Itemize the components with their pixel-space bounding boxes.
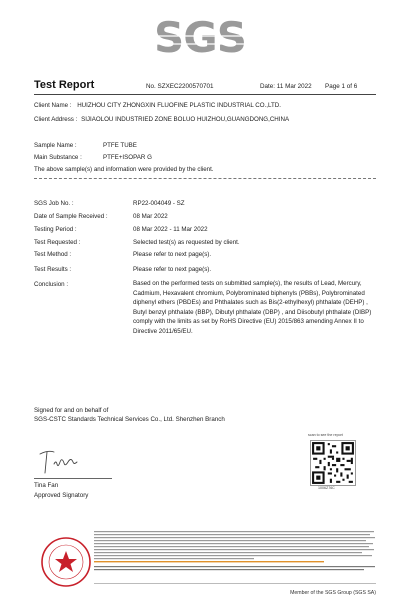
sgs-logo — [146, 14, 254, 58]
sgs-member-note: Member of the SGS Group (SGS SA) — [290, 590, 376, 596]
main-substance: PTFE+ISOPAR G — [103, 154, 152, 161]
date-received: 08 Mar 2022 — [133, 213, 168, 220]
signatory-role: Approved Signatory — [34, 492, 89, 499]
conclusion-label: Conclusion : — [34, 281, 69, 288]
header-rule — [34, 94, 376, 95]
client-name-row — [34, 102, 281, 109]
footer-fine-print — [94, 530, 376, 580]
date-received-label: Date of Sample Received : — [34, 213, 108, 220]
testing-period-label: Testing Period : — [34, 226, 77, 233]
client-address-row — [34, 116, 289, 123]
sample-name-label: Sample Name : — [34, 142, 77, 149]
qr-code[interactable] — [310, 440, 356, 486]
main-substance-label: Main Substance : — [34, 154, 82, 161]
sample-name: PTFE TUBE — [103, 142, 137, 149]
client-address: SIJIAOLOU INDUSTRIED ZONE BOLUO HUIZHOU,GUANGDONG,CHINA — [81, 116, 290, 123]
footer-rule — [94, 583, 376, 584]
signature-line — [34, 478, 112, 479]
handwritten-signature — [36, 446, 96, 476]
svg-text:SGS: SGS — [154, 14, 246, 58]
report-title: Test Report — [34, 79, 95, 91]
report-date: Date: 11 Mar 2022 — [260, 83, 312, 90]
section-divider — [34, 178, 376, 179]
test-results-label: Test Results : — [34, 266, 72, 273]
test-requested-label: Test Requested : — [34, 239, 81, 246]
signed-for-line: Signed for and on behalf of — [34, 407, 109, 414]
client-name: HUIZHOU CITY ZHONGXIN FLUOFINE PLASTIC INDUSTRIAL CO.,LTD. — [77, 102, 281, 109]
job-number-label: SGS Job No. : — [34, 200, 74, 207]
signatory-name: Tina Fan — [34, 482, 59, 489]
test-method-label: Test Method : — [34, 251, 72, 258]
conclusion-text: Based on the performed tests on submitted sample(s), the results of Lead, Mercury, Cadmium, Hexavalent chromium, Polybrominated biphenyls (PBBs), Polybrominated diphenyl ethers (PBDEs) and Phthalates such as Bis(2-ethylhexyl) phthalate (DEHP) , Butyl benzyl phthalate (BBP), Dibutyl phthalate (DBP) , and Diisobutyl phthalate (DIBP) comply with the limits as set by RoHS Directive (EU) 2015/863 amending Annex II to Directive 2011/65/EU. — [133, 280, 372, 335]
client-address-label: Client Address : — [34, 116, 78, 123]
qr-caption-top: scan to see the report — [308, 433, 343, 437]
company-stamp-seal — [40, 536, 92, 588]
signing-entity: SGS-CSTC Standards Technical Services Co., Ltd. Shenzhen Branch — [34, 416, 225, 423]
report-number: No. SZXEC2200570701 — [146, 83, 214, 90]
client-name-label: Client Name : — [34, 102, 72, 109]
test-method: Please refer to next page(s). — [133, 251, 212, 258]
page-indicator: Page 1 of 6 — [325, 83, 358, 90]
test-results: Please refer to next page(s). — [133, 266, 212, 273]
testing-period: 08 Mar 2022 - 11 Mar 2022 — [133, 226, 208, 233]
job-number: RP22-004049 - SZ — [133, 200, 185, 207]
test-requested: Selected test(s) as requested by client. — [133, 239, 240, 246]
sample-note: The above sample(s) and information were provided by the client. — [34, 166, 214, 173]
qr-caption-bottom: 1006Z76C — [318, 486, 335, 490]
